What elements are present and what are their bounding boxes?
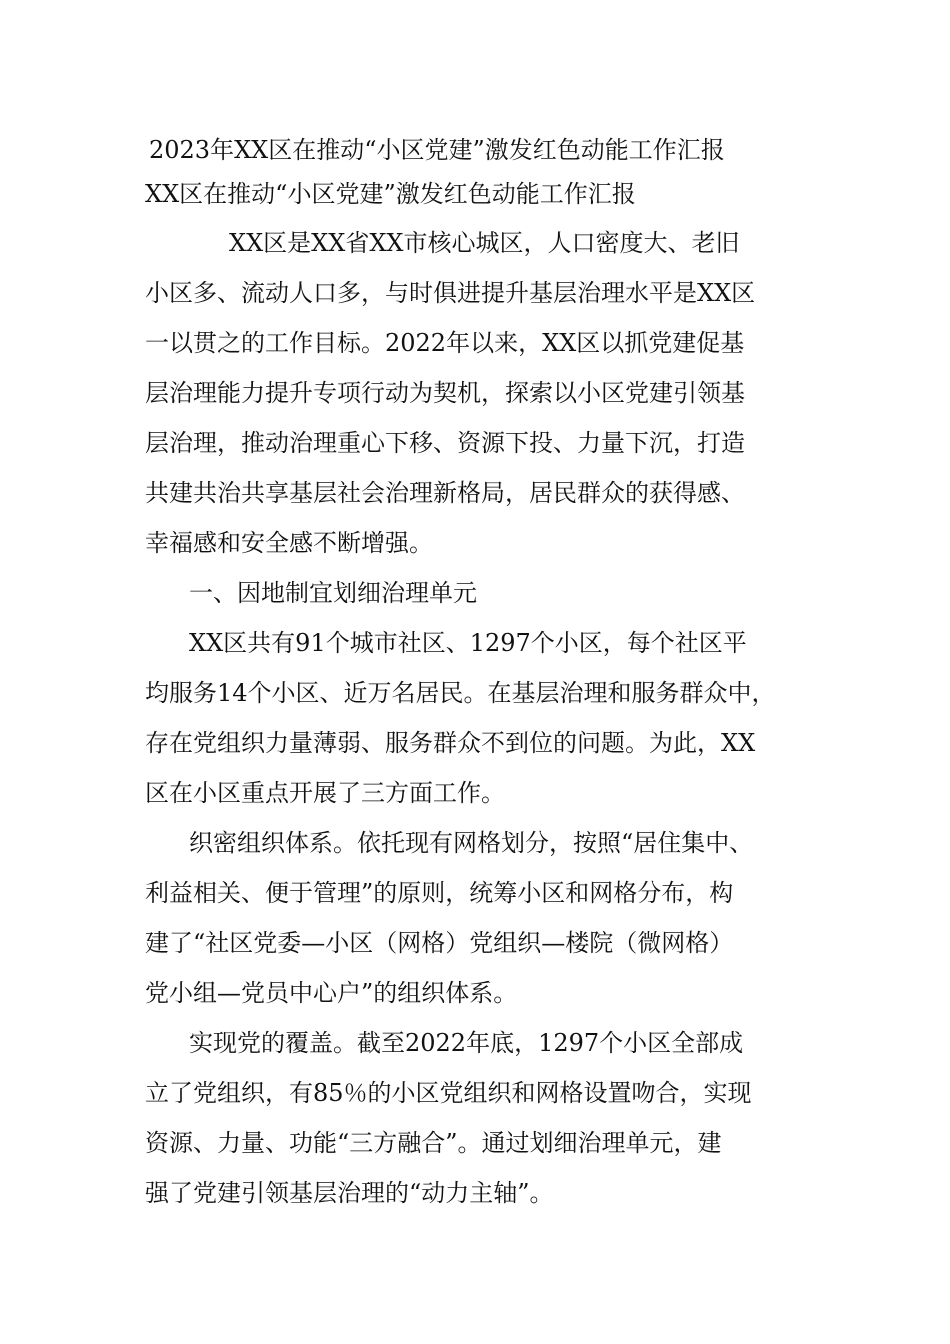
text-line: XX区是XX省XX市核心城区，人口密度大、老旧 xyxy=(229,229,740,257)
text-line: 区在小区重点开展了三方面工作。 xyxy=(145,779,505,807)
section-heading xyxy=(145,568,810,618)
text-line: 建了“社区党委—小区（网格）党组织—楼院（微网格） xyxy=(145,929,734,957)
paragraph-organization xyxy=(145,818,810,1018)
section-heading-text: 一、因地制宜划细治理单元 xyxy=(189,579,477,607)
text-line: 幸福感和安全感不断增强。 xyxy=(145,529,433,557)
text-line: 层治理，推动治理重心下移、资源下投、力量下沉，打造 xyxy=(145,429,745,457)
paragraph-coverage xyxy=(145,1018,810,1218)
text-line: 资源、力量、功能“三方融合”。通过划细治理单元，建 xyxy=(145,1129,722,1157)
text-line: 均服务14个小区、近万名居民。在基层治理和服务群众中， xyxy=(145,679,776,707)
document-subtitle: XX区在推动“小区党建”激发红色动能工作汇报 xyxy=(145,180,636,208)
text-line: 一以贯之的工作目标。2022年以来，XX区以抓党建促基 xyxy=(145,329,745,357)
text-line: 层治理能力提升专项行动为契机，探索以小区党建引领基 xyxy=(145,379,745,407)
text-line: 小区多、流动人口多，与时俱进提升基层治理水平是XX区 xyxy=(145,279,756,307)
text-line: 共建共治共享基层社会治理新格局，居民群众的获得感、 xyxy=(145,479,745,507)
text-line: 存在党组织力量薄弱、服务群众不到位的问题。为此，XX xyxy=(145,729,756,757)
text-line: 实现党的覆盖。截至2022年底，1297个小区全部成 xyxy=(189,1029,744,1057)
text-line: 利益相关、便于管理”的原则，统筹小区和网格分布，构 xyxy=(145,879,734,907)
paragraph-community xyxy=(145,618,810,818)
text-line: 立了党组织，有85％的小区党组织和网格设置吻合，实现 xyxy=(145,1079,752,1107)
text-line: 强了党建引领基层治理的“动力主轴”。 xyxy=(145,1179,554,1207)
paragraph-intro xyxy=(145,218,810,568)
text-line: XX区共有91个城市社区、1297个小区，每个社区平 xyxy=(189,629,747,657)
document-title: 2023年XX区在推动“小区党建”激发红色动能工作汇报 xyxy=(149,136,725,164)
text-line: 党小组—党员中心户”的组织体系。 xyxy=(145,979,518,1007)
document-body xyxy=(145,128,810,1218)
text-line: 织密组织体系。依托现有网格划分，按照“居住集中、 xyxy=(189,829,754,857)
